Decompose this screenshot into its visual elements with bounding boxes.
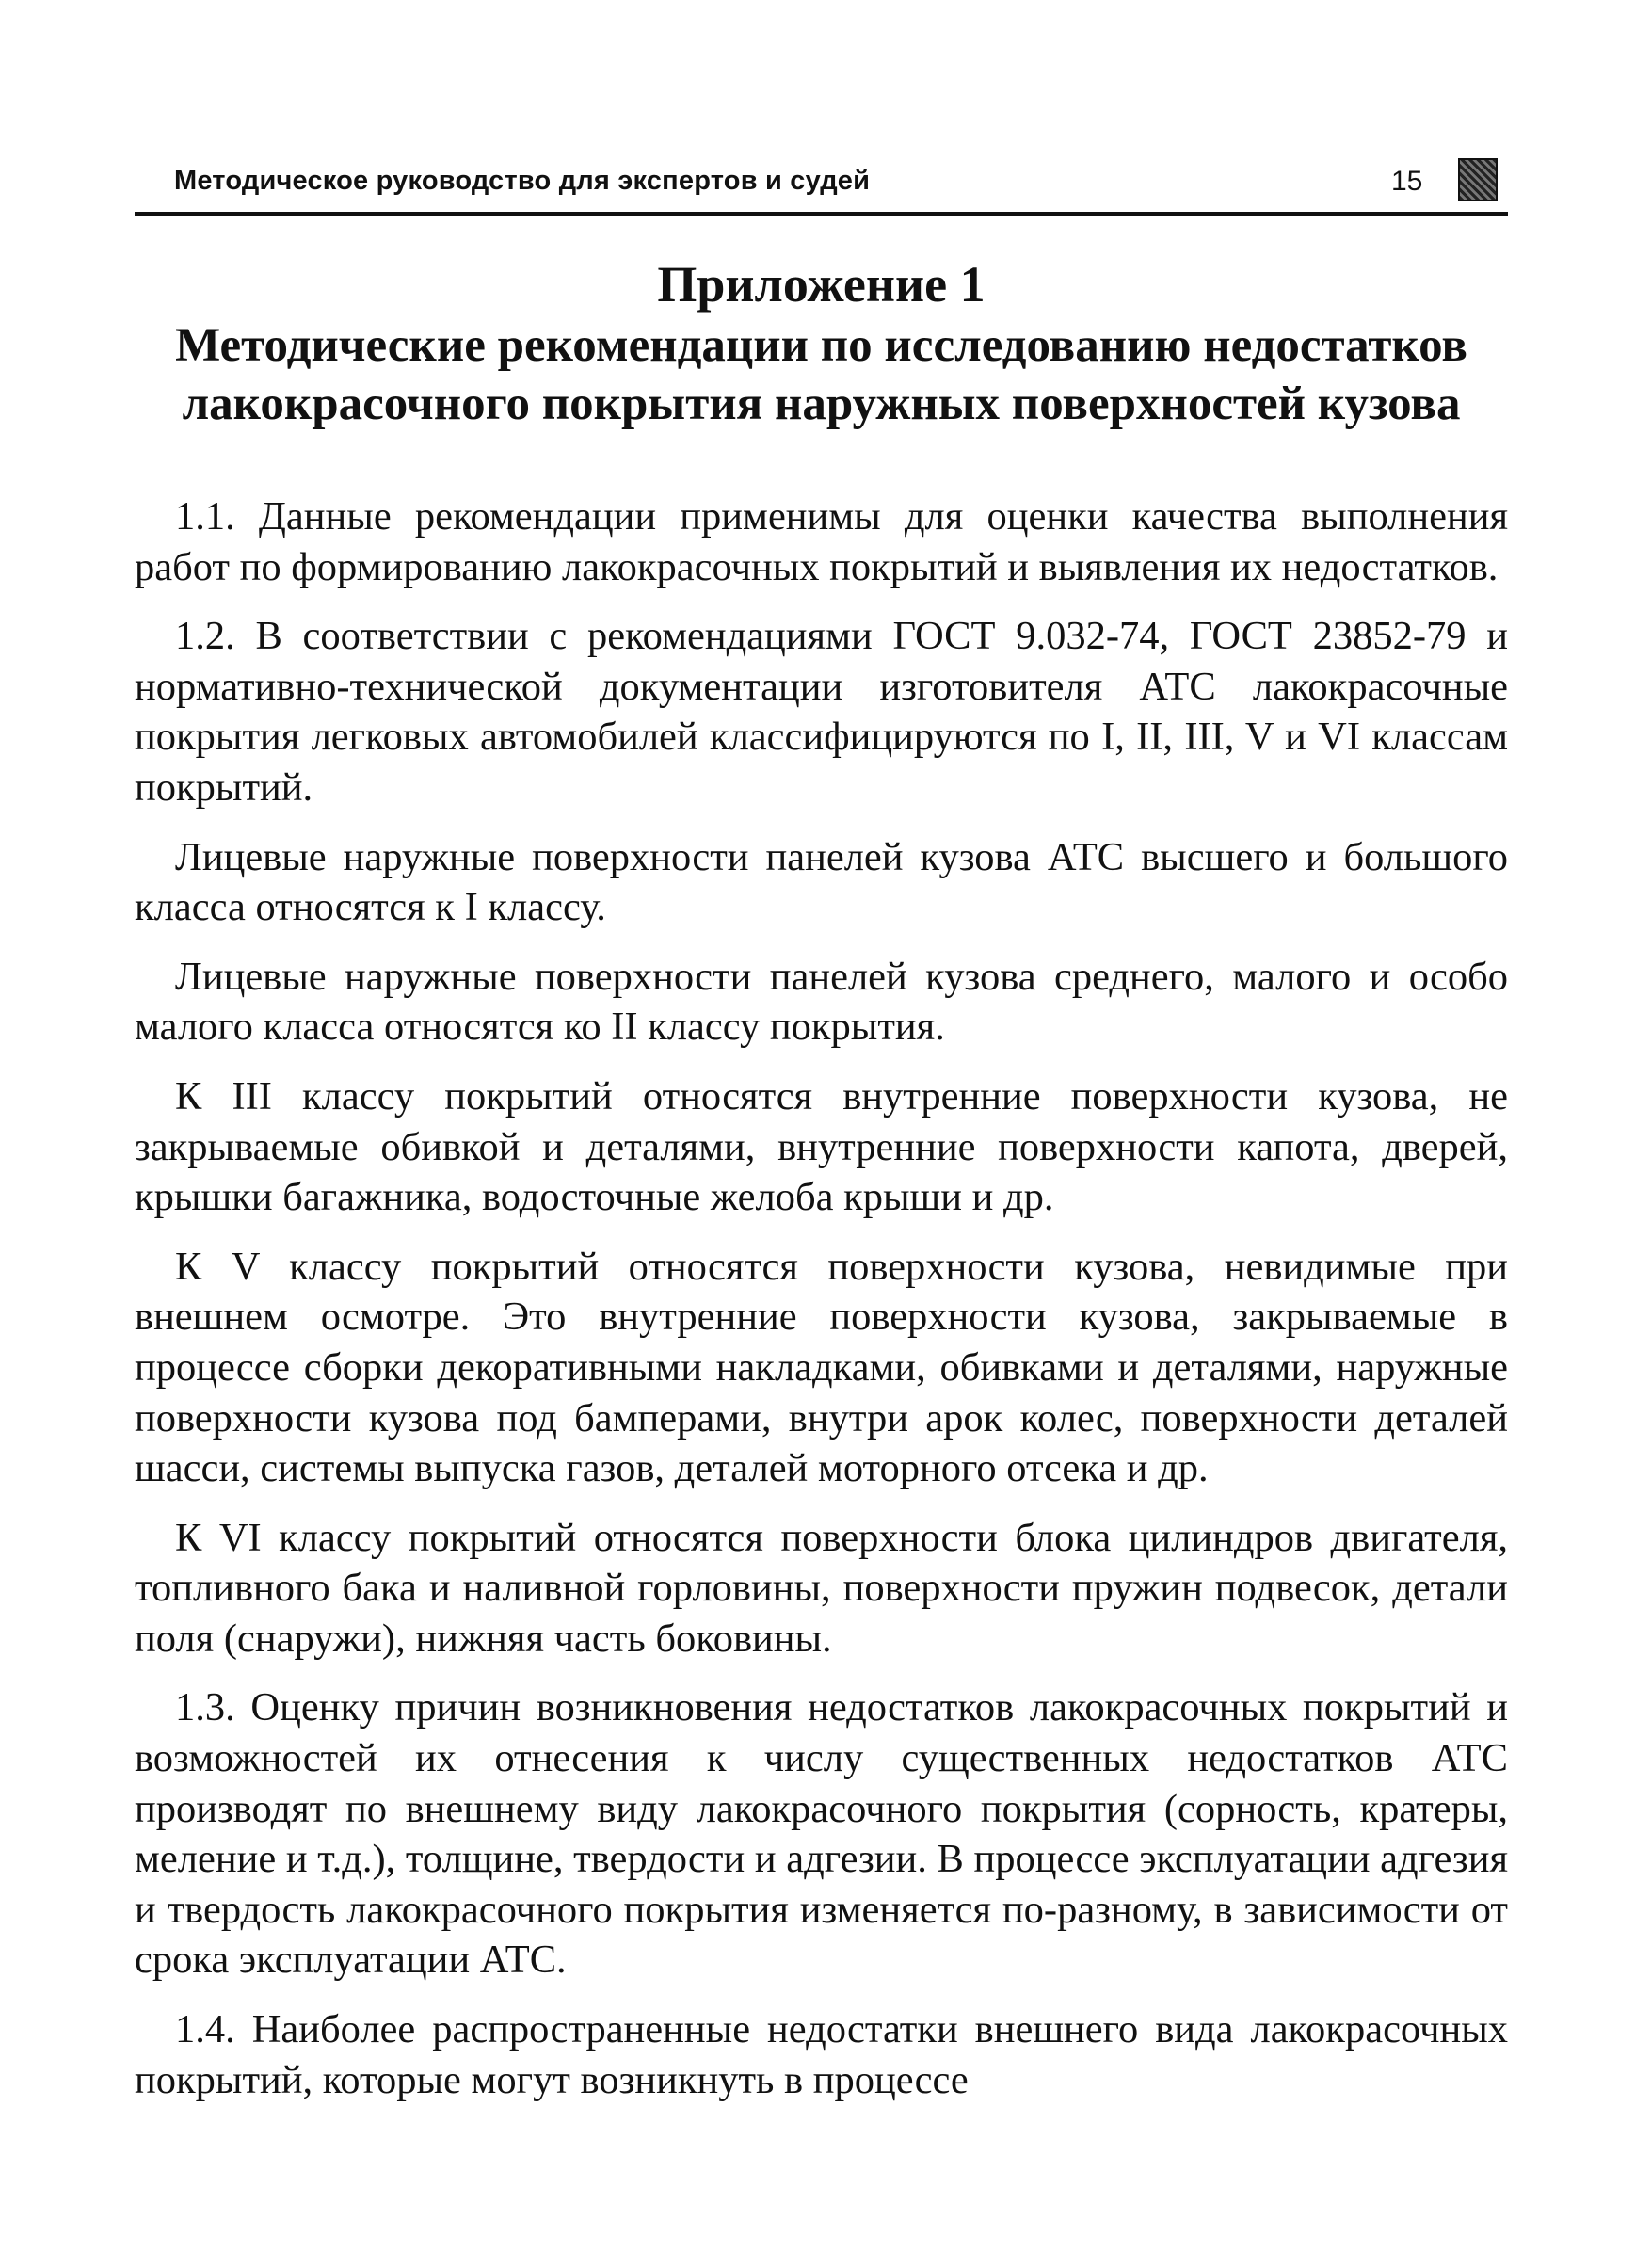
paragraph-class-iii: К III классу покрытий относятся внутренние поверхности кузова, не закрываемые обивкой и деталями, внутренние поверхности капота, дверей, крышки багажника, водосточные желоба крыши и др. — [135, 1073, 1508, 1220]
appendix-title: Методические рекомендации по исследованию недостатков лакокрасочного покрытия наружных поверхностей кузова — [175, 319, 1467, 430]
paragraph-1-2: 1.2. В соответствии с рекомендациями ГОСТ 9.032-74, ГОСТ 23852-79 и нормативно-технической документации изготовителя АТС лакокрасочные покрытия легковых автомобилей классифицируются по I, II, III, V и VI классам покрытий. — [135, 614, 1508, 810]
body-text — [135, 491, 1508, 2124]
page-header — [135, 158, 1508, 217]
paragraph-1-4: 1.4. Наиболее распространенные недостатки внешнего вида лакокрасочных покрытий, которые могут возникнуть в процессе — [135, 2007, 1508, 2102]
running-title: Методическое руководство для экспертов и судей — [174, 166, 871, 196]
page-number: 15 — [1391, 166, 1423, 197]
paragraph-class-i: Лицевые наружные поверхности панелей кузова АТС высшего и большого класса относятся к I классу. — [135, 834, 1508, 930]
appendix-label: Приложение 1 — [657, 256, 986, 313]
appendix-heading — [135, 254, 1508, 433]
paragraph-class-vi: К VI классу покрытий относятся поверхности блока цилиндров двигателя, топливного бака и наливной горловины, поверхности пружин подвесок, детали поля (снаружи), нижняя часть боковины. — [135, 1515, 1508, 1661]
paragraph-class-ii: Лицевые наружные поверхности панелей кузова среднего, малого и особо малого класса относятся ко II классу покрытия. — [135, 954, 1508, 1050]
book-mark-icon — [1458, 158, 1498, 201]
header-rule — [135, 212, 1508, 216]
paragraph-1-1: 1.1. Данные рекомендации применимы для оценки качества выполнения работ по формированию лакокрасочных покрытий и выявления их недостатков. — [135, 494, 1508, 589]
paragraph-1-3: 1.3. Оценку причин возникновения недостатков лакокрасочных покрытий и возможностей их отнесения к числу существенных недостатков АТС производят по внешнему виду лакокрасочного покрытия (сорность, кратеры, меление и т.д.), толщине, твердости и адгезии. В процессе эксплуатации адгезия и твердость лакокрасочного покрытия изменяется по-разному, в зависимости от срока эксплуатации АТС. — [135, 1685, 1508, 1983]
paragraph-class-v: К V классу покрытий относятся поверхности кузова, невидимые при внешнем осмотре. Это внутренние поверхности кузова, закрываемые в процессе сборки декоративными накладками, обивками и деталями, наружные поверхности кузова под бамперами, внутри арок колес, поверхности деталей шасси, системы выпуска газов, деталей моторного отсека и др. — [135, 1244, 1508, 1491]
